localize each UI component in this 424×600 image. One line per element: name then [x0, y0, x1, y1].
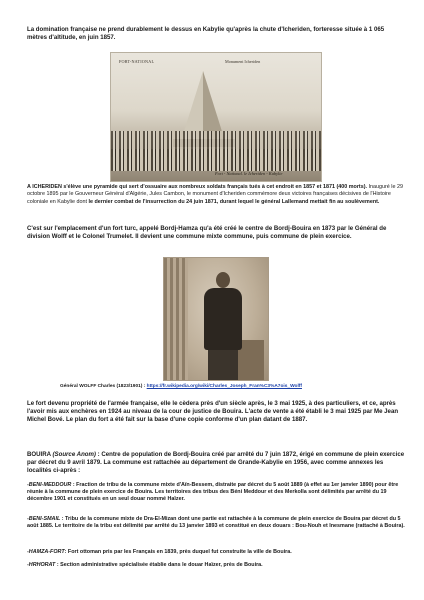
caption1-bold-lead: A ICHERIDEN s'élève une pyramide qui sert d'ossuaire aux nombreux soldats français tués à cet endroit en 1857 et 1871 (400 morts). [27, 184, 367, 190]
fort-sale-paragraph: Le fort devenu propriété de l'armée française, elle le cèdera près d'un siècle après, le 3 mai 1925, à des particuliers, et ce, après l'avoir mis aux enchères en 1924 au niveau de la cour de justice de Bouira. L'acte de vente a été établi le 3 mai 1925 par Me Jean Michel Bové. Le plan du fort a été fait sur la base d'une copie conforme d'un plan datant de 1887. [27, 400, 399, 424]
bouira-source: (Source Anom) [52, 451, 96, 458]
hamza-fort-entry [27, 549, 405, 556]
hrahorat-body: : Section administrative spécialisée établie dans le douar Haïzer, près de Bouira. [55, 562, 263, 568]
icheriden-monument-photo [110, 52, 322, 182]
beni-meddour-entry [27, 482, 405, 504]
beni-smail-body: : Tribu de la commune mixte de Dra-El-Mizan dont une partie est rattachée à la commune de plein exercice de Bouira par décret du 5 août 1885. Le territoire de la tribu est délimité par arrêté du 13 janvier 1893 et constitué en deux douars : Bou-Nouh et Inesmane (rattaché à Bouira). [27, 516, 405, 530]
wolff-caption-text: Général WOLFF Charles (1823/1901) : [60, 384, 147, 389]
beni-meddour-heading: -BENI-MEDDOUR [27, 482, 72, 488]
portrait-curtain [164, 258, 188, 380]
wolff-wikipedia-link[interactable]: https://fr.wikipedia.org/wiki/Charles_Joseph_Fran%C3%A7ois_Wolff [146, 384, 302, 389]
officer-uniform [204, 288, 242, 350]
officer-head [216, 272, 230, 288]
general-wolff-portrait [163, 257, 269, 381]
hamza-fort-body: : Fort ottoman pris par les Français en 1839, près duquel fut construite la ville de Bouira. [64, 549, 292, 555]
officer-legs [208, 350, 238, 380]
hamza-fort-heading: -HAMZA-FORT [27, 549, 65, 555]
intro-paragraph: La domination française ne prend durablement le dessus en Kabylie qu'après la chute d'Icheriden, forteresse située à 1 065 mètres d'altitude, en juin 1857. [27, 26, 385, 42]
beni-smail-entry [27, 516, 405, 530]
bouira-paragraph [27, 451, 405, 476]
wolff-caption [60, 384, 380, 391]
bouira-body: : Centre de population de Bordj-Bouira créé par arrêté du 7 juin 1872, érigé en commune de plein exercice par décret du 9 avril 1879. La commune est rattachée au département de Grande-Kabylie en 1956, avec comme annexes les localités ci-après : [27, 451, 405, 475]
bouira-heading: BOUIRA [27, 451, 53, 458]
caption1-normal: Inauguré le 29 octobre 1895 par le Gouverneur Général d'Algérie, Jules Cambon, le monument d'Icheriden commémore deux victoires françaises décisives de l'Histoire coloniale en Kabylie dont [27, 184, 403, 205]
hrahorat-entry [27, 562, 405, 569]
crowd-row-front [111, 149, 321, 171]
beni-meddour-body: : Fraction de tribu de la commune mixte d'Aïn-Bessem, distraite par décret du 5 août 1889 (à effet au 1er janvier 1890) pour être réunie à la commune de plein exercice de Bouira. Les territoires des tribus des Béni Meddour et des Merkolla sont délimités par arrêté du 19 décembre 1901 et constitués en un seul douar nommé Haïzer. [27, 482, 399, 503]
icheriden-caption [27, 184, 405, 206]
photo-caption-handwritten: Fort - National. le Icheriden - Kabylie [215, 171, 283, 176]
photo-header-right: Monument Icheriden [225, 59, 261, 64]
fort-paragraph: C'est sur l'emplacement d'un fort turc, appelé Bordj-Hamza qu'a été créé le centre de Bordj-Bouira en 1873 par le Général de division Wolff et le Colonel Trumelet. Il devient une commune mixte commune, puis commune de plein exercice. [27, 225, 387, 241]
hrahorat-heading: -HRHORAT [27, 562, 56, 568]
photo-header-left: FORT-NATIONAL [119, 59, 155, 64]
caption1-bold-tail: le dernier combat de l'insurrection du 24 juin 1871, durant lequel le général Lallemand mettait fin au soulèvement. [88, 198, 380, 205]
beni-smail-heading: -BENI-SMAIL [27, 516, 61, 522]
